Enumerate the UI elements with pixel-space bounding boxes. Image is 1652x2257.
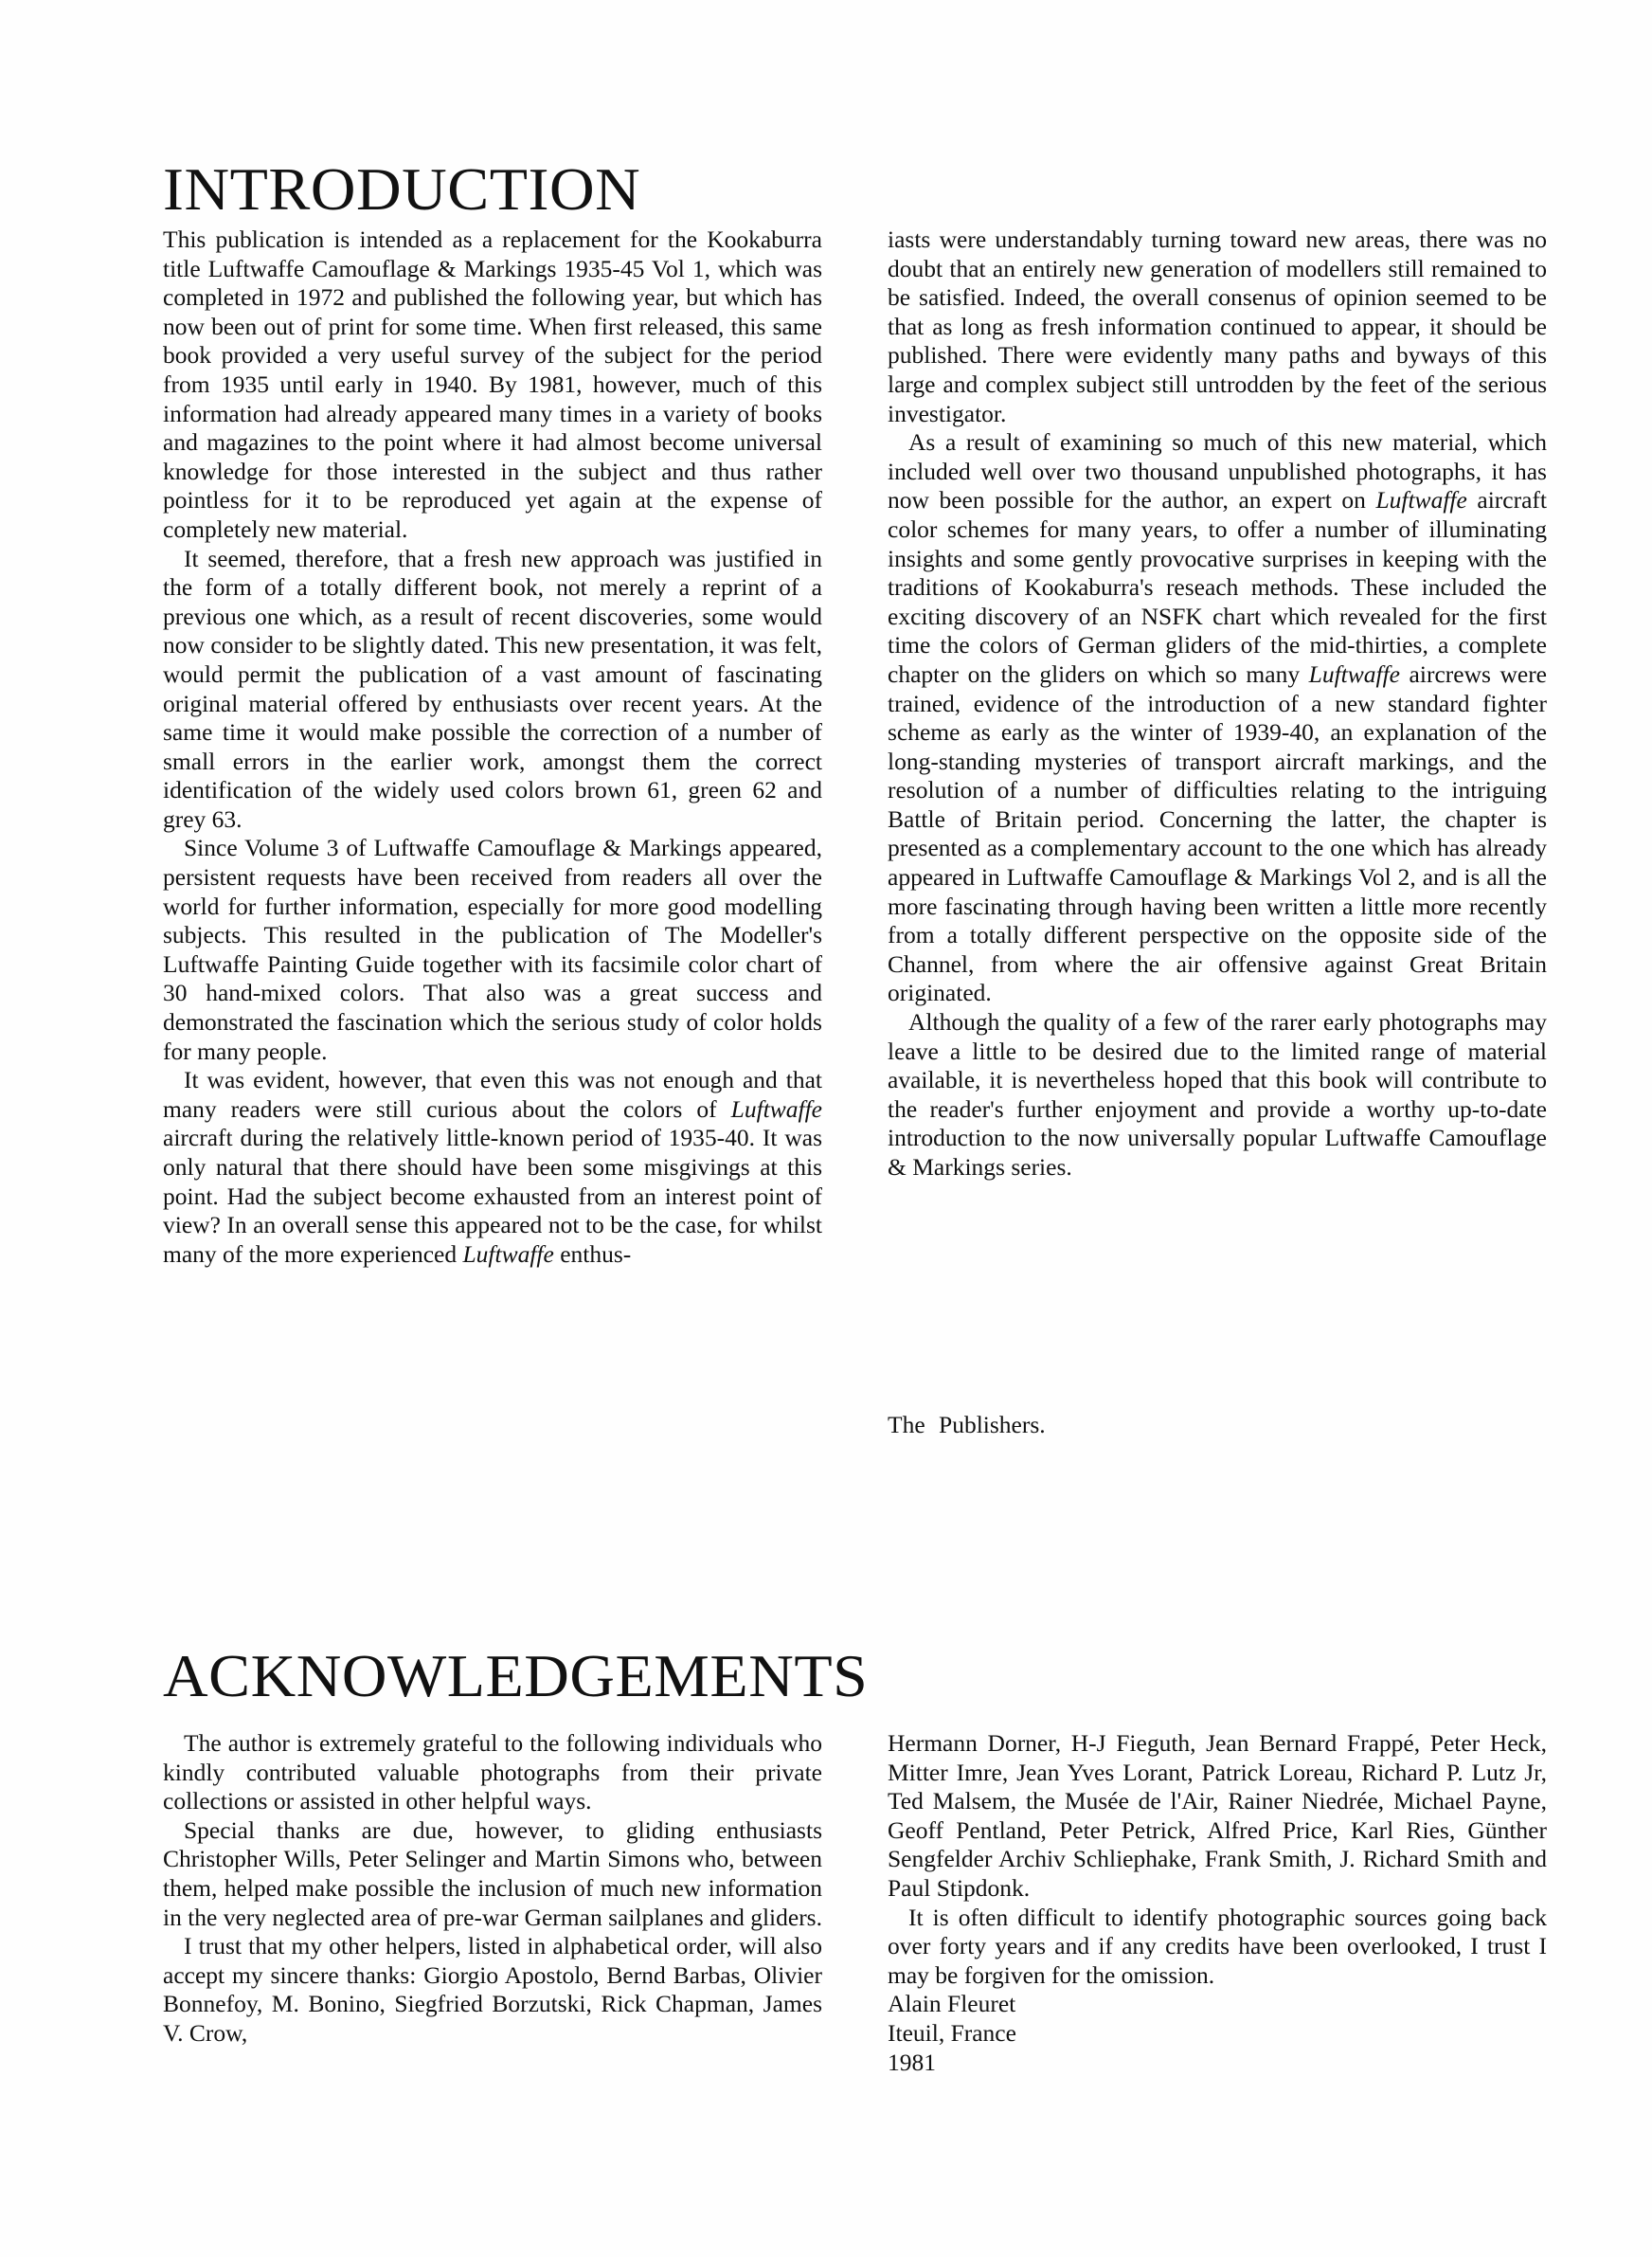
author-name: Alain Fleuret xyxy=(888,1990,1016,2018)
ack-paragraph-4: It is often difficult to identify photographic sources going back over forty years and if any credits have been overlooked, I trust I may be forgiven for the omission. xyxy=(888,1903,1547,1989)
author-location: Iteuil, France xyxy=(888,2018,1016,2047)
italic-term: Luftwaffe xyxy=(730,1094,822,1123)
acknowledgements-left-column xyxy=(163,1729,822,2049)
text-run: enthus- xyxy=(553,1239,632,1268)
introduction-heading: INTRODUCTION xyxy=(163,155,641,223)
acknowledgements-right-column xyxy=(888,1729,1547,2077)
italic-term: Luftwaffe xyxy=(1375,486,1467,515)
acknowledgements-heading: ACKNOWLEDGEMENTS xyxy=(163,1642,869,1709)
introduction-left-column xyxy=(163,226,822,1269)
text-run: aircraft color schemes for many years, to offer a number of illuminating insights and some gently provocative surprises in keeping with the traditions of Kookaburra's reseach methods. These included the exciting discovery of an NSFK chart which revealed for the first time the colors of German gliders of the mid-thirties, a complete chapter on the gliders on which so many xyxy=(888,486,1547,688)
italic-term: Luftwaffe xyxy=(1308,659,1400,688)
intro-paragraph-5 xyxy=(888,428,1547,1008)
intro-paragraph-6: Although the quality of a few of the rarer early photographs may leave a little to be desired due to the limited range of material available, it is nevertheless hoped that this book will contribute to the reader's further enjoyment and provide a worthy up-to-date introduction to the now universally popular Luftwaffe Camouflage & Markings series. xyxy=(888,1008,1547,1181)
intro-paragraph-3: Since Volume 3 of Luftwaffe Camouflage & Markings appeared, persistent requests have been received from readers all over the world for further information, especially for more good modelling subjects. This resulted in the publication of The Modeller's Luftwaffe Painting Guide together with its facsimile color chart of 30 hand-mixed colors. That also was a great success and demonstrated the fascination which the serious study of color holds for many people. xyxy=(163,834,822,1065)
ack-paragraph-3: I trust that my other helpers, listed in alphabetical order, will also accept my sincere thanks: Giorgio Apostolo, Bernd Barbas, Olivier Bonnefoy, M. Bonino, Siegfried Borzutski, Rick Chapman, James V. Crow, xyxy=(163,1932,822,2047)
introduction-right-column xyxy=(888,226,1547,1183)
ack-paragraph-1: The author is extremely grateful to the following individuals who kindly contributed valuable photographs from their private collections or assisted in other helpful ways. xyxy=(163,1729,822,1815)
text-run: aircraft during the relatively little-known period of 1935-40. It was only natural that there should have been some misgivings at this point. Had the subject become exhausted from an interest point of view? In an overall sense this appeared not to be the case, for whilst many of the more experienced xyxy=(163,1124,822,1268)
author-year: 1981 xyxy=(888,2048,936,2076)
introduction-signature: The Publishers. xyxy=(888,1411,1046,1438)
ack-paragraph-2: Special thanks are due, however, to gliding enthusiasts Christopher Wills, Peter Selinger and Martin Simons who, between them, helped make possible the inclusion of much new information in the very neglected area of pre-war German sailplanes and gliders. xyxy=(163,1815,822,1931)
intro-paragraph-2: It seemed, therefore, that a fresh new approach was justified in the form of a totally different book, not merely a reprint of a previous one which, as a result of recent discoveries, some would now consider to be slightly dated. This new presentation, it was felt, would permit the publication of a vast amount of fascinating original material offered by enthusiasts over recent years. At the same time it would make possible the correction of a number of small errors in the earlier work, amongst them the correct identification of the widely used colors brown 61, green 62 and grey 63. xyxy=(163,544,822,833)
text-run: aircrews were trained, evidence of the introduction of a new standard fighter scheme as early as the winter of 1939-40, an explanation of the long-standing mysteries of transport aircraft markings, and the resolution of a number of difficulties relating to the intriguing Battle of Britain period. Concerning the latter, the chapter is presented as a complementary account to the one which has already appeared in Luftwaffe Camouflage & Markings Vol 2, and is all the more fascinating through having been written a little more recently from a totally different perspective on the opposite side of the Channel, from where the air offensive against Great Britain originated. xyxy=(888,659,1548,1007)
intro-paragraph-continuation: iasts were understandably turning toward new areas, there was no doubt that an entirely new generation of modellers still remained to be satisfied. Indeed, the overall consenus of opinion seemed to be that as long as fresh information continued to appear, it should be published. There were evidently many paths and byways of this large and complex subject still untrodden by the feet of the serious investigator. xyxy=(888,226,1547,427)
text-run: It was evident, however, that even this was not enough and that many readers were still curious about the colors of xyxy=(163,1066,822,1123)
italic-term: Luftwaffe xyxy=(462,1239,554,1268)
intro-paragraph-4 xyxy=(163,1066,822,1269)
ack-paragraph-continuation: Hermann Dorner, H-J Fieguth, Jean Bernard Frappé, Peter Heck, Mitter Imre, Jean Yves Lorant, Patrick Loreau, Richard P. Lutz Jr, Ted Malsem, the Musée de l'Air, Rainer Niedrée, Michael Payne, Geoff Pentland, Peter Petrick, Alfred Price, Karl Ries, Günther Sengfelder Archiv Schliephake, Frank Smith, J. Richard Smith and Paul Stipdonk. xyxy=(888,1729,1547,1902)
text-run: As a result of examining so much of this new material, which included well over two thousand unpublished photographs, it has now been possible for the author, an expert on xyxy=(888,428,1547,515)
intro-paragraph-1: This publication is intended as a replacement for the Kookaburra title Luftwaffe Camouflage & Markings 1935-45 Vol 1, which was completed in 1972 and published the following year, but which has now been out of print for some time. When first released, this same book provided a very useful survey of the subject for the period from 1935 until early in 1940. By 1981, however, much of this information had already appeared many times in a variety of books and magazines to the point where it had almost become universal knowledge for those interested in the subject and thus rather pointless for it to be reproduced yet again at the expense of completely new material. xyxy=(163,226,822,543)
